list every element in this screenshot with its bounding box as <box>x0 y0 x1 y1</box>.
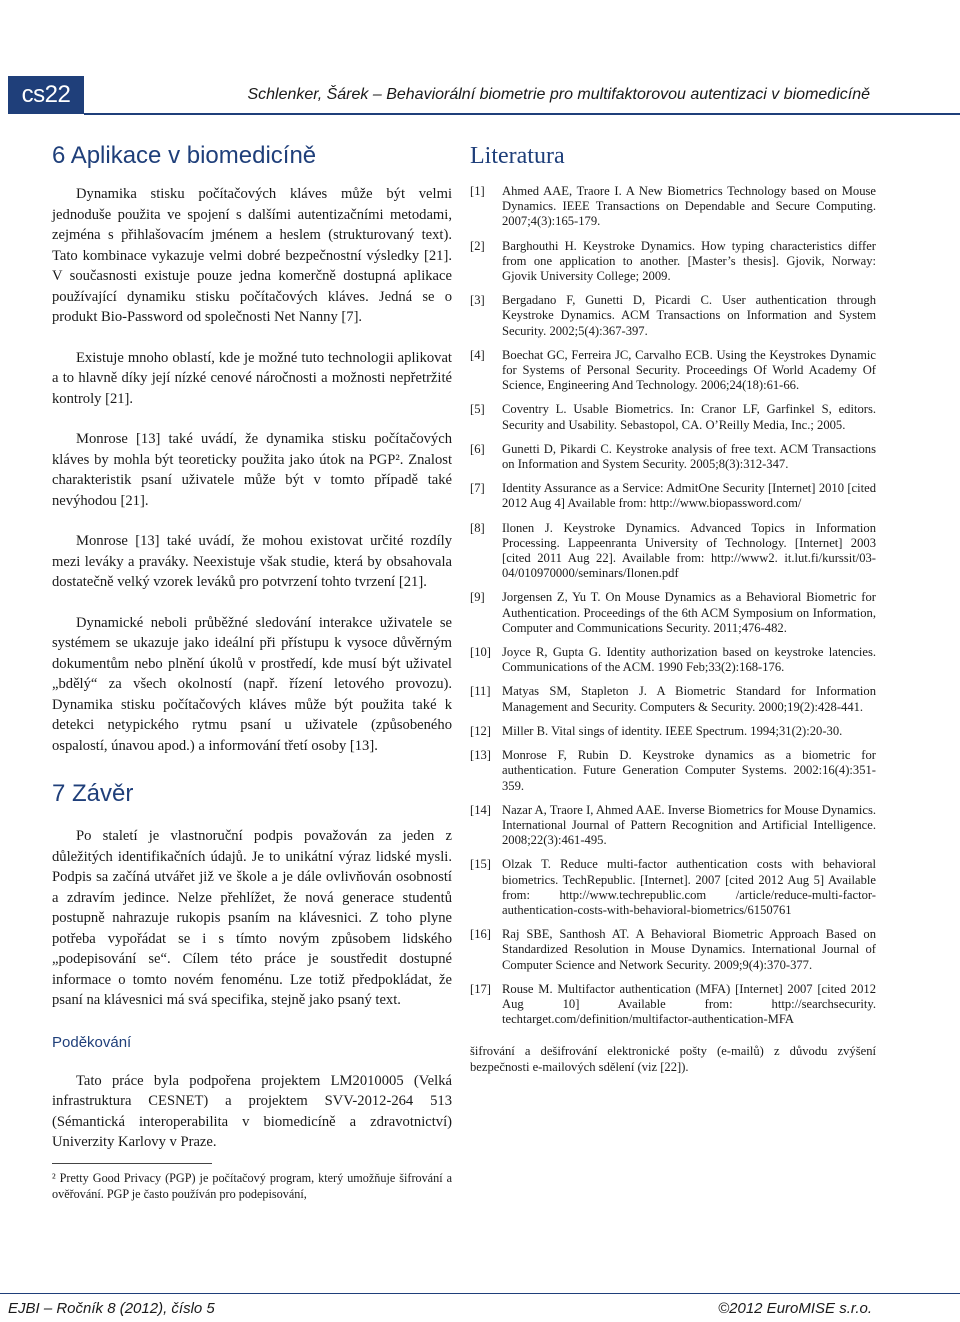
reference-text: Bergadano F, Gunetti D, Picardi C. User authentication through Keystroke Dynamics. ACM Transactions on Information and System Security. 2002;5(4):367-397. <box>502 293 876 338</box>
references-title: Literatura <box>470 143 565 169</box>
footer-rule <box>0 1293 960 1294</box>
reference-item <box>470 184 876 230</box>
reference-number: [8] <box>470 520 485 535</box>
reference-number: [6] <box>470 441 485 456</box>
reference-item <box>470 724 876 739</box>
reference-number: [7] <box>470 481 485 496</box>
reference-number: [17] <box>470 981 491 996</box>
reference-number: [12] <box>470 723 491 738</box>
reference-item <box>470 645 876 675</box>
sec6-paragraph-5: Dynamické neboli průběžné sledování interakce uživatele se systémem se ukazuje jako ideální při přístupu k vysoce důvěrným dokumentům nebo plnění úkolů v prostředí, kde musí být uživatel „bdělý“ za všech okolností (např. řízení letového provozu). Dynamika stisku počítačových kláves může být použita také k detekci netypického rytmu psaní u uživatele (způsobeného ospalostí, únavou apod.) a informování třetí osoby [13]. <box>52 614 452 754</box>
reference-text: Nazar A, Traore I, Ahmed AAE. Inverse Biometrics for Mouse Dynamics. International Journal of Pattern Recognition and Artificial Intelligence. 2008;22(3):461-495. <box>502 802 876 848</box>
reference-item <box>470 748 876 794</box>
reference-number: [2] <box>470 238 485 253</box>
reference-item <box>470 239 876 285</box>
reference-text: Coventry L. Usable Biometrics. In: Cranor LF, Garfinkel S, editors. Security and Usability. Sebastopol, CA. O’Reilly Media, Inc.; 2005. <box>502 402 876 432</box>
reference-item <box>470 521 876 582</box>
reference-item <box>470 481 876 511</box>
reference-item <box>470 402 876 432</box>
reference-text: Gunetti D, Pikardi C. Keystroke analysis of free text. ACM Transactions on Information and System Security. 2005;8(3):312-347. <box>502 441 876 472</box>
reference-number: [13] <box>470 748 491 763</box>
journal-logo: cs22 <box>8 76 84 114</box>
reference-item <box>470 803 876 849</box>
reference-text: Raj SBE, Santhosh AT. A Behavioral Biometric Approach Based on Standardized Resolution in Mouse Dynamics. International Journal of Computer Science and Network Security. 2009;9(4):370-377. <box>502 927 876 972</box>
reference-text: Joyce R, Gupta G. Identity authorization based on keystroke latencies. Communications of the ACM. 1990 Feb;33(2):168-176. <box>502 645 876 675</box>
reference-number: [9] <box>470 590 485 605</box>
reference-number: [4] <box>470 347 485 362</box>
reference-item <box>470 293 876 339</box>
sec6-paragraph-1: Dynamika stisku počítačových kláves může být velmi jednoduše použita ve spojení s dalšími autentizačními metodami, zejména s přihlašovacím jménem a heslem (strukturovaný text). Tato kombinace vykazuje velmi dobré bezpečnostní výsledky [21]. V současnosti existuje pouze jedna komerčně dostupná aplikace používající dynamiku stisku počítačových kláves. Jedná se o produkt Bio-Password od společnosti Net Nanny [7]. <box>52 186 452 325</box>
reference-number: [11] <box>470 684 491 699</box>
header-rule <box>84 113 960 115</box>
reference-item <box>470 590 876 636</box>
running-title: Schlenker, Šárek – Behaviorální biometrie pro multifaktorovou autentizaci v biomedicíně <box>247 86 870 103</box>
reference-text: Barghouthi H. Keystroke Dynamics. How typing characteristics differ from one application to another. [Master’s thesis]. Gjovik, Norway: Gjovik University College; 2009. <box>502 238 876 284</box>
sec6-paragraph-3: Monrose [13] také uvádí, že dynamika stisku počítačových kláves by mohla být teoreticky použita jako útok na PGP². Znalost charakteristik psaní uživatele může být v tomto případě také nevýhodou [21]. <box>52 431 452 509</box>
reference-text: Identity Assurance as a Service: AdmitOne Security [Internet] 2010 [cited 2012 Aug 4] Available from: http://www.biopassword.com/ <box>502 481 876 511</box>
reference-text: Ahmed AAE, Traore I. A New Biometrics Technology based on Mouse Dynamics. IEEE Transactions on Dependable and Secure Computing. 2007;4(3):165-179. <box>502 184 876 229</box>
section-6-title: 6 Aplikace v biomedicíně <box>52 142 317 169</box>
reference-number: [5] <box>470 402 485 417</box>
reference-item <box>470 982 876 1028</box>
reference-text: Monrose F, Rubin D. Keystroke dynamics as a biometric for authentication. Future Generation Computer Systems. 2002:16(4):351-359. <box>502 748 876 793</box>
footnote: ² Pretty Good Privacy (PGP) je počítačový program, který umožňuje šifrování a ověřování. PGP je často používán pro podepisování, <box>52 1170 452 1201</box>
reference-item <box>470 442 876 472</box>
reference-number: [15] <box>470 857 491 872</box>
reference-text: Miller B. Vital sings of identity. IEEE Spectrum. 1994;31(2):20-30. <box>502 723 843 738</box>
footnote-continuation: šifrování a dešifrování elektronické pošty (e-mailů) z důvodu zvýšení bezpečnosti e-mailových sdělení (viz [22]). <box>470 1044 876 1074</box>
reference-text: Boechat GC, Ferreira JC, Carvalho ECB. Using the Keystrokes Dynamic for Systems of Personal Security. Proceedings Of World Academy Of Science, Engineering And Technology. 2006;24(18):61-66. <box>502 347 876 393</box>
reference-number: [10] <box>470 645 491 660</box>
reference-number: [1] <box>470 184 485 198</box>
acknowledgement-paragraph: Tato práce byla podpořena projektem LM2010005 (Velká infrastruktura CESNET) a projektem SVV-2012-264 513 (Sémantická interoperabilita v biomedicíně a zdravotnictví) Univerzity Karlovy v Praze. <box>52 1072 452 1150</box>
reference-list <box>470 184 876 1027</box>
reference-number: [16] <box>470 927 491 942</box>
sec6-paragraph-4: Monrose [13] také uvádí, že mohou existovat určité rozdíly mezi leváky a praváky. Neexistuje však studie, která by obsahovala dostatečně velký vzorek leváků pro potvrzení tohto tvrzení [21]. <box>52 533 452 590</box>
reference-item <box>470 857 876 918</box>
reference-text: Rouse M. Multifactor authentication (MFA) [Internet] 2007 [cited 2012 Aug 10] Available from: http://searchsecurity. techtarget.com/definition/multifactor-authentication-MFA <box>502 981 876 1027</box>
copyright: ©2012 EuroMISE s.r.o. <box>718 1300 872 1317</box>
journal-issue: EJBI – Ročník 8 (2012), číslo 5 <box>8 1300 215 1317</box>
section-7-title: 7 Závěr <box>52 780 134 807</box>
reference-text: Olzak T. Reduce multi-factor authentication costs with behavioral biometrics. TechRepublic. [Internet]. 2007 [cited 2012 Aug 5] Available from: http://www.techrepublic.com /article/reduce-multi-factor-authentication-costs-with-behavioral-biometrics/6150761 <box>502 857 876 917</box>
footnote-rule <box>52 1163 212 1164</box>
reference-text: Matyas SM, Stapleton J. A Biometric Standard for Information Management and Security. Computers & Security. 2000;19(2):428-441. <box>502 684 876 714</box>
reference-item <box>470 348 876 394</box>
sec6-paragraph-2: Existuje mnoho oblastí, kde je možné tuto technologii aplikovat a to hlavně díky její nízké cenové náročnosti a možnosti nepřetržité kontroly [21]. <box>52 349 452 407</box>
reference-item <box>470 927 876 973</box>
left-column <box>52 138 452 1202</box>
acknowledgement-title: Poděkování <box>52 1033 132 1051</box>
reference-item <box>470 684 876 714</box>
sec7-paragraph-1: Po staletí je vlastnoruční podpis považován za jeden z důležitých identifikačních údajů. Je to unikátní výraz lidské mysli. Podpis sa začíná utvářet již ve škole a je dále ovlivňován osobností a zdravím jedince. Nelze přehlížet, že nová generace studentů postupně nahrazuje rukopis psaním na klávesnici. Z toho plyne potřeba vypořádat se i s tímto novým způsobem lidského „podepisování se“. Cílem této práce je soustředit dostupné informace o tomto novém fenoménu. Lze totiž předpokládat, že psaní na klávesnici má svá specifika, stejně jako psaný text. <box>52 828 452 1008</box>
reference-text: Ilonen J. Keystroke Dynamics. Advanced Topics in Information Processing. Lappeenranta University of Technology. [Internet] 2003 [cited 2011 Aug 22]. Available from: http://www2. it.lut.fi/kurssit/03-04/010970000/seminars/Ilonen.pdf <box>502 520 876 581</box>
reference-number: [3] <box>470 293 485 308</box>
right-column <box>470 138 876 1075</box>
reference-number: [14] <box>470 802 491 817</box>
reference-text: Jorgensen Z, Yu T. On Mouse Dynamics as a Behavioral Biometric for Authentication. Proceedings of the 6th ACM Symposium on Information, Computer and Communications Security. 2011;476-482. <box>502 590 876 635</box>
